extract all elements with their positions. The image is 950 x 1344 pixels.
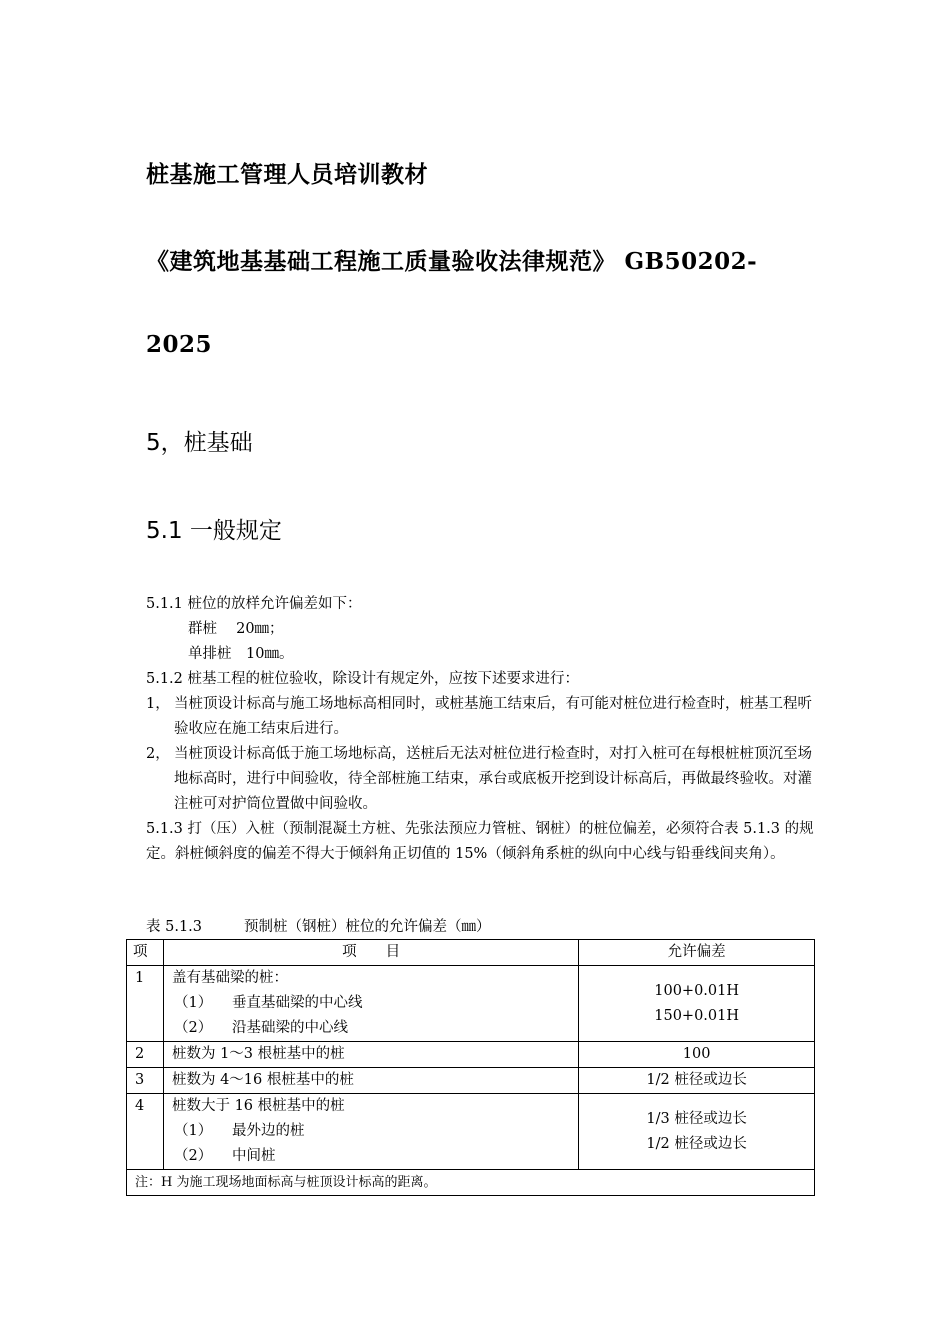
item-number: 1， — [146, 696, 170, 712]
row-sub-item — [172, 1016, 570, 1041]
row-item — [163, 1094, 578, 1170]
table-row — [127, 966, 815, 1042]
row-sub-item — [172, 991, 570, 1016]
table-note: 注：H 为施工现场地面标高与桩顶设计标高的距离。 — [127, 1170, 815, 1196]
header-cell-no: 项 — [127, 940, 164, 966]
row-item: 桩数为 1～3 根桩基中的桩 — [163, 1042, 578, 1068]
row-tolerance: 100 — [579, 1042, 815, 1068]
table-header-row — [127, 940, 815, 966]
item-text: 当桩顶设计标高与施工场地标高相同时，或桩基施工结束后，有可能对桩位进行检查时，桩基工程听验收应在施工结束后进行。 — [174, 696, 812, 737]
row-number: 2 — [127, 1042, 164, 1068]
sub-label: （1） — [173, 995, 213, 1011]
header-cell-item: 项 目 — [163, 940, 578, 966]
row-sub-item — [172, 1119, 570, 1144]
clause-body — [146, 592, 816, 867]
row-tolerance — [579, 1094, 815, 1170]
sub-label: （2） — [173, 1148, 213, 1164]
row-item: 桩数为 4～16 根桩基中的桩 — [163, 1068, 578, 1094]
tolerance-value: 100+0.01H — [654, 982, 740, 999]
row-number: 4 — [127, 1094, 164, 1170]
table-row — [127, 1094, 815, 1170]
tolerance-value: 150+0.01H — [654, 1007, 740, 1024]
sub-text: 垂直基础梁的中心线 — [231, 995, 363, 1011]
clause-5-1-1-group-pile: 群桩 20㎜； — [188, 621, 284, 637]
table-row — [127, 1068, 815, 1094]
row-number: 1 — [127, 966, 164, 1042]
table-caption — [146, 915, 491, 936]
sub-label: （1） — [173, 1123, 213, 1139]
standard-title-line1: 《建筑地基基础工程施工质量验收法律规范》 GB50202- — [146, 248, 758, 275]
row-tolerance — [579, 966, 815, 1042]
table-row — [127, 1042, 815, 1068]
clause-5-1-2-item-2 — [146, 742, 816, 817]
clause-5-1-2-item-1 — [146, 692, 816, 742]
row-item-title: 桩数大于 16 根桩基中的桩 — [171, 1098, 345, 1114]
row-tolerance: 1/2 桩径或边长 — [579, 1068, 815, 1094]
pile-deviation-table — [126, 939, 815, 1196]
item-text: 当桩顶设计标高低于施工场地标高，送桩后无法对桩位进行检查时，对打入桩可在每根桩桩顶沉至场地标高时，进行中间验收，待全部桩施工结束，承台或底板开挖到设计标高后，再做最终验收。对灌注桩可对护筒位置做中间验收。 — [174, 746, 812, 812]
clause-5-1-2: 5.1.2 桩基工程的桩位验收，除设计有规定外，应按下述要求进行： — [146, 671, 580, 687]
sub-label: （2） — [173, 1020, 213, 1036]
clause-5-1-3: 5.1.3 打（压）入桩（预制混凝土方桩、先张法预应力管桩、钢桩）的桩位偏差，必须符合表 5.1.3 的规定。斜桩倾斜度的偏差不得大于倾斜角正切值的 15%（倾斜角系桩的纵向中心线与铅垂线间夹角）。 — [146, 821, 814, 862]
table-caption-text: 预制桩（钢桩）桩位的允许偏差（㎜） — [244, 919, 491, 935]
sub-text: 中间桩 — [231, 1148, 276, 1164]
item-number: 2， — [146, 746, 170, 762]
table-caption-id: 表 5.1.3 — [146, 919, 203, 935]
document-title: 桩基施工管理人员培训教材 — [146, 161, 428, 188]
standard-title-line2: 2025 — [146, 331, 213, 358]
tolerance-value: 1/2 桩径或边长 — [646, 1135, 747, 1152]
clause-5-1-1: 5.1.1 桩位的放样允许偏差如下： — [146, 596, 362, 612]
row-number: 3 — [127, 1068, 164, 1094]
row-item-title: 盖有基础梁的桩： — [171, 970, 288, 986]
table-note-row — [127, 1170, 815, 1196]
sub-text: 最外边的桩 — [231, 1123, 305, 1139]
clause-5-1-1-single-row-pile: 单排桩 10㎜。 — [188, 646, 294, 662]
row-item — [163, 966, 578, 1042]
section-heading-5-1: 5.1 一般规定 — [146, 518, 282, 544]
row-sub-item — [172, 1144, 570, 1169]
section-heading-5: 5，桩基础 — [146, 430, 253, 456]
sub-text: 沿基础梁的中心线 — [231, 1020, 348, 1036]
header-cell-tolerance: 允许偏差 — [579, 940, 815, 966]
tolerance-value: 1/3 桩径或边长 — [646, 1110, 747, 1127]
